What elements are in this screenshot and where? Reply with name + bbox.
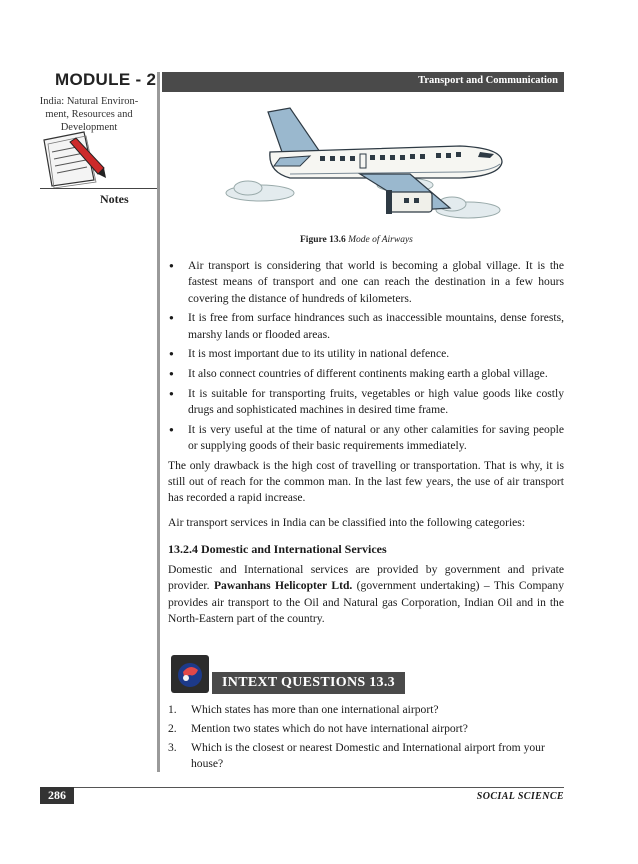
bullet-item: ● It is most important due to its utility in national defence. <box>168 346 564 362</box>
services-text-after: (government undertaking) – This Company provides air transport to the Oil and Natural gas Corporation, Indian Oil and in the North-Eastern part of the country. <box>168 579 564 625</box>
figure-caption <box>300 235 413 245</box>
intext-banner: INTEXT QUESTIONS 13.3 <box>212 672 405 694</box>
bullet-item: ● It also connect countries of different continents making earth a global village. <box>168 366 564 382</box>
figure-caption-text: Mode of Airways <box>348 235 413 245</box>
bullet-item: ● Air transport is considering that world is becoming a global village. It is the fastest means of transport and one can reach the destination in a few hours covering the distance of hundreds of kilometers. <box>168 258 564 307</box>
bullet-item: ● It is free from surface hindrances such as inaccessible mountains, dense forests, marshy lands or flooded areas. <box>168 310 564 343</box>
question-head-icon <box>171 655 209 693</box>
question-text: Which is the closest or nearest Domestic and International airport from your house? <box>191 741 545 770</box>
question-text: Mention two states which do not have international airport? <box>191 722 468 735</box>
bullet-item: ● It is very useful at the time of natural or any other calamities for saving people or supplying goods of their basic requirements immediately. <box>168 422 564 455</box>
footer-rule <box>40 787 564 788</box>
section-header-bar <box>162 72 564 92</box>
notes-divider <box>40 188 158 189</box>
question-text: Which states has more than one international airport? <box>191 703 439 716</box>
main-content <box>168 258 564 635</box>
page-number: 286 <box>40 787 74 804</box>
question-item <box>168 721 564 737</box>
module-subtitle: India: Natural Environ- ment, Resources and Development <box>39 96 139 133</box>
drawback-paragraph: The only drawback is the high cost of travelling or transportation. That is why, it is still out of reach for the common man. In the last few years, the use of air transport has recorded a rapid increase. <box>168 458 564 505</box>
question-item <box>168 740 564 772</box>
classification-paragraph: Air transport services in India can be classified into the following categories: <box>168 515 526 529</box>
question-item <box>168 702 564 718</box>
bullet-item: ● It is suitable for transporting fruits, vegetables or high value goods like costly drugs and sophisticated machines in desired time frame. <box>168 386 564 419</box>
company-name: Pawanhans Helicopter Ltd. <box>213 579 353 593</box>
airplane-illustration <box>210 100 510 230</box>
section-title: Transport and Communication <box>418 75 558 86</box>
notes-label: Notes <box>100 192 129 206</box>
margin-rule <box>157 72 160 772</box>
questions-list <box>168 702 564 775</box>
figure-number: Figure 13.6 <box>300 235 346 245</box>
bullet-list <box>168 258 564 454</box>
question-number: 1. <box>168 703 177 716</box>
question-number: 3. <box>168 741 177 754</box>
services-text-before: Domestic and International services are provided by government and private provider. <box>168 563 564 593</box>
question-number: 2. <box>168 722 177 735</box>
footer-title: SOCIAL SCIENCE <box>476 791 564 802</box>
module-title: MODULE - 2 <box>55 70 157 89</box>
notepad-pencil-icon <box>40 128 110 188</box>
services-paragraph <box>168 562 564 627</box>
section-heading: 13.2.4 Domestic and International Services <box>168 541 387 556</box>
